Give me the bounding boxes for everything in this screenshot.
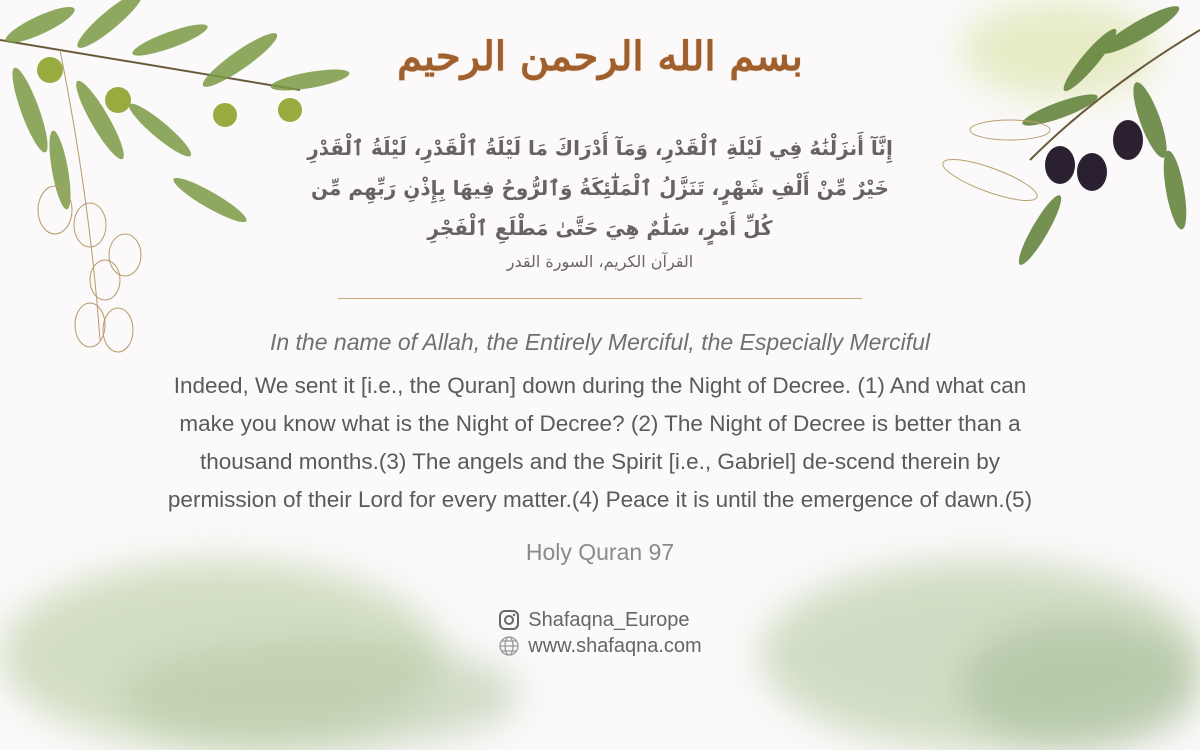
arabic-line: خَيْرٌ مِّنْ أَلْفِ شَهْرٍ، تَنَزَّلُ ٱلْمَلَٰٓئِكَةُ وَٱلرُّوحُ فِيهَا بِإِذْنِ رَبِّهِم مِّن bbox=[311, 176, 889, 200]
arabic-line: إِنَّآ أَنزَلْنَٰهُ فِي لَيْلَةِ ٱلْقَدْرِ، وَمَآ أَدْرَاكَ مَا لَيْلَةُ ٱلْقَدْرِ، لَيْلَةُ ٱلْقَدْرِ bbox=[307, 136, 893, 160]
divider bbox=[338, 298, 862, 299]
english-basmala: In the name of Allah, the Entirely Merciful, the Especially Merciful bbox=[269, 329, 931, 355]
verse-reference: Holy Quran 97 bbox=[525, 539, 675, 565]
globe-icon bbox=[498, 635, 520, 657]
website-url: www.shafaqna.com bbox=[528, 634, 702, 657]
english-translation: Indeed, We sent it [i.e., the Quran] down during the Night of Decree. (1) And what can make you know what is the Night of Decree? (2) The Night of Decree is better than a thousand months.(3) The angels and the Spirit [i.e., Gabriel] de-scend therein by permission of their Lord for every matter.(4) Peace it is until the emergence of dawn.(5) bbox=[167, 373, 1033, 512]
website-link[interactable] bbox=[498, 633, 701, 659]
instagram-link[interactable] bbox=[498, 607, 701, 633]
arabic-verse bbox=[270, 128, 930, 248]
arabic-line: كُلِّ أَمْرٍ، سَلَٰمٌ هِيَ حَتَّىٰ مَطْلَعِ ٱلْفَجْرِ bbox=[427, 216, 773, 240]
instagram-icon bbox=[498, 609, 520, 631]
instagram-handle: Shafaqna_Europe bbox=[528, 608, 690, 631]
footer-links bbox=[498, 607, 701, 659]
bismillah-calligraphy: بسم الله الرحمن الرحيم bbox=[397, 33, 803, 80]
arabic-source: القرآن الكريم، السورة القدر bbox=[506, 252, 694, 271]
